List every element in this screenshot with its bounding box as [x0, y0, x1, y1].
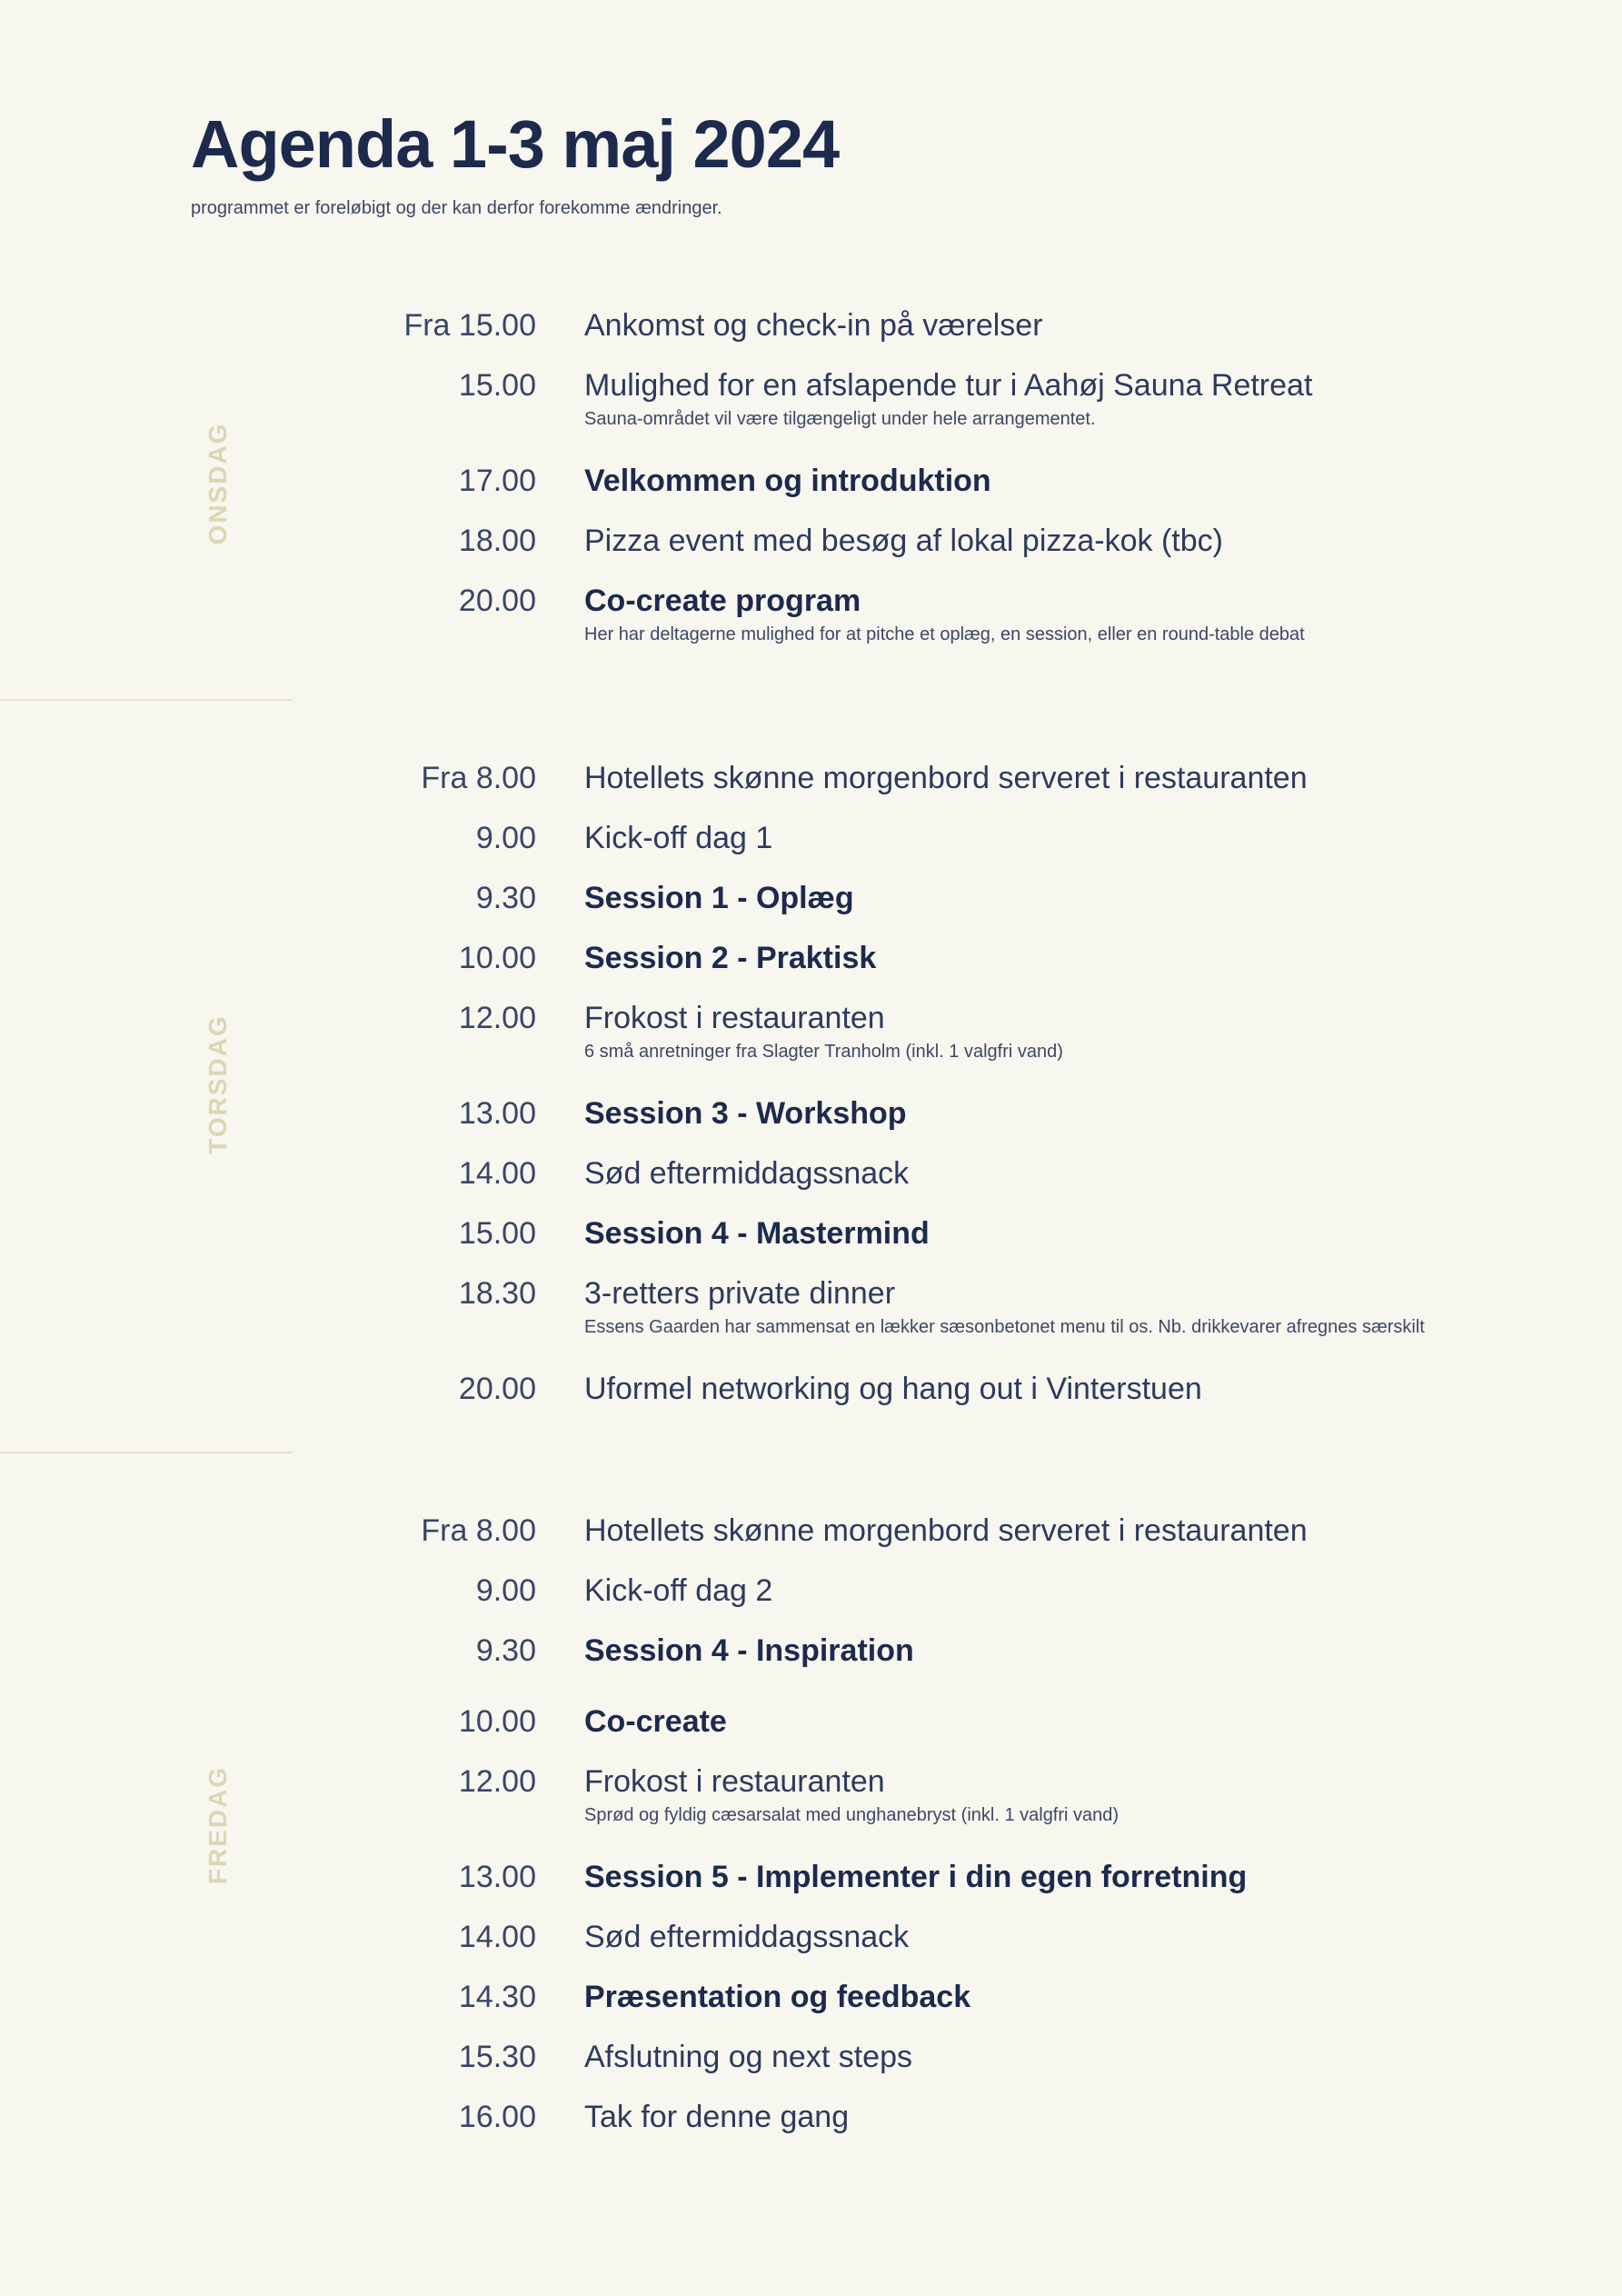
agenda-item	[0, 991, 1622, 1062]
agenda-item	[0, 1206, 1622, 1261]
agenda-item	[0, 454, 1622, 508]
agenda-item	[0, 298, 1622, 353]
item-note: Her har deltagerne mulighed for at pitche et oplæg, en session, eller en round-table debat	[584, 624, 1305, 644]
agenda-item	[0, 1086, 1622, 1141]
agenda-item	[0, 931, 1622, 985]
item-time: 10.00	[458, 1704, 536, 1739]
agenda-item	[0, 358, 1622, 429]
item-time: 10.00	[458, 941, 536, 975]
page-title: Agenda 1-3 maj 2024	[191, 106, 840, 182]
item-title: Session 5 - Implementer i din egen forretning	[584, 1860, 1248, 1894]
item-time: 9.00	[475, 821, 536, 855]
item-title: Session 1 - Oplæg	[584, 881, 854, 915]
item-title: Frokost i restauranten	[584, 1001, 885, 1035]
page-subtitle: programmet er foreløbigt og der kan derfor forekomme ændringer.	[191, 198, 722, 218]
item-time: 17.00	[458, 464, 536, 498]
item-time: 12.00	[458, 1764, 536, 1799]
item-title: Hotellets skønne morgenbord serveret i restauranten	[584, 761, 1308, 795]
agenda-item	[0, 1623, 1622, 1678]
day-label-fredag: FREDAG	[204, 1765, 232, 1885]
item-time: 12.00	[458, 1001, 536, 1035]
item-title: Tak for denne gang	[584, 2100, 850, 2134]
day-divider	[0, 1452, 293, 1453]
item-title: Mulighed for en afslapende tur i Aahøj Sauna Retreat	[584, 368, 1313, 403]
agenda-item	[0, 751, 1622, 805]
item-time: 14.30	[458, 1980, 536, 2014]
item-title: Hotellets skønne morgenbord serveret i restauranten	[584, 1513, 1308, 1548]
item-time: 16.00	[458, 2100, 536, 2134]
item-note: Sprød og fyldig cæsarsalat med unghanebryst (inkl. 1 valgfri vand)	[584, 1805, 1119, 1825]
item-title: Pizza event med besøg af lokal pizza-kok (tbc)	[584, 524, 1223, 558]
agenda-item	[0, 514, 1622, 568]
item-time: 9.30	[475, 881, 536, 915]
item-title: Kick-off dag 1	[584, 821, 773, 855]
item-title: Ankomst og check-in på værelser	[584, 308, 1043, 343]
day-label-onsdag: ONSDAG	[204, 422, 232, 545]
item-title: 3-retters private dinner	[584, 1276, 896, 1311]
item-title: Præsentation og feedback	[584, 1980, 971, 2014]
item-time: 15.30	[458, 2040, 536, 2074]
item-time: 18.30	[458, 1276, 536, 1311]
agenda-item	[0, 2030, 1622, 2084]
item-title: Sød eftermiddagssnack	[584, 1156, 910, 1191]
item-time: 9.00	[475, 1573, 536, 1608]
item-time: 13.00	[458, 1860, 536, 1894]
agenda-item	[0, 1503, 1622, 1558]
item-time: Fra 8.00	[421, 761, 536, 795]
item-note: Sauna-området vil være tilgængeligt under hele arrangementet.	[584, 409, 1096, 429]
item-time: 20.00	[458, 1372, 536, 1406]
agenda-item	[0, 871, 1622, 925]
day-label-torsdag: TORSDAG	[204, 1014, 232, 1154]
day-divider	[0, 699, 293, 701]
item-title: Co-create	[584, 1704, 727, 1739]
agenda-item	[0, 1266, 1622, 1337]
item-time: 18.00	[458, 524, 536, 558]
item-time: Fra 8.00	[421, 1513, 536, 1548]
item-title: Session 4 - Mastermind	[584, 1216, 930, 1251]
agenda-item	[0, 1694, 1622, 1749]
agenda-item	[0, 1563, 1622, 1618]
item-time: 14.00	[458, 1920, 536, 1954]
agenda-item	[0, 1850, 1622, 1904]
item-title: Session 2 - Praktisk	[584, 941, 877, 975]
item-note: Essens Gaarden har sammensat en lækker sæsonbetonet menu til os. Nb. drikkevarer afregnes særskilt	[584, 1317, 1425, 1337]
item-title: Velkommen og introduktion	[584, 464, 991, 498]
item-time: 14.00	[458, 1156, 536, 1191]
item-time: 9.30	[475, 1633, 536, 1668]
item-time: 15.00	[458, 1216, 536, 1251]
agenda-item	[0, 1146, 1622, 1201]
item-title: Frokost i restauranten	[584, 1764, 885, 1799]
agenda-item	[0, 1910, 1622, 1964]
item-title: Co-create program	[584, 584, 861, 618]
agenda-item	[0, 1362, 1622, 1416]
item-time: Fra 15.00	[403, 308, 536, 343]
item-title: Afslutning og next steps	[584, 2040, 913, 2074]
item-title: Kick-off dag 2	[584, 1573, 773, 1608]
agenda-item	[0, 1970, 1622, 2024]
agenda-item	[0, 574, 1622, 644]
item-note: 6 små anretninger fra Slagter Tranholm (inkl. 1 valgfri vand)	[584, 1042, 1063, 1062]
agenda-item	[0, 2090, 1622, 2144]
item-title: Sød eftermiddagssnack	[584, 1920, 910, 1954]
agenda-item	[0, 811, 1622, 865]
item-title: Session 4 - Inspiration	[584, 1633, 914, 1668]
item-time: 13.00	[458, 1096, 536, 1131]
item-title: Uformel networking og hang out i Vinterstuen	[584, 1372, 1202, 1406]
item-time: 15.00	[458, 368, 536, 403]
item-time: 20.00	[458, 584, 536, 618]
item-title: Session 3 - Workshop	[584, 1096, 907, 1131]
